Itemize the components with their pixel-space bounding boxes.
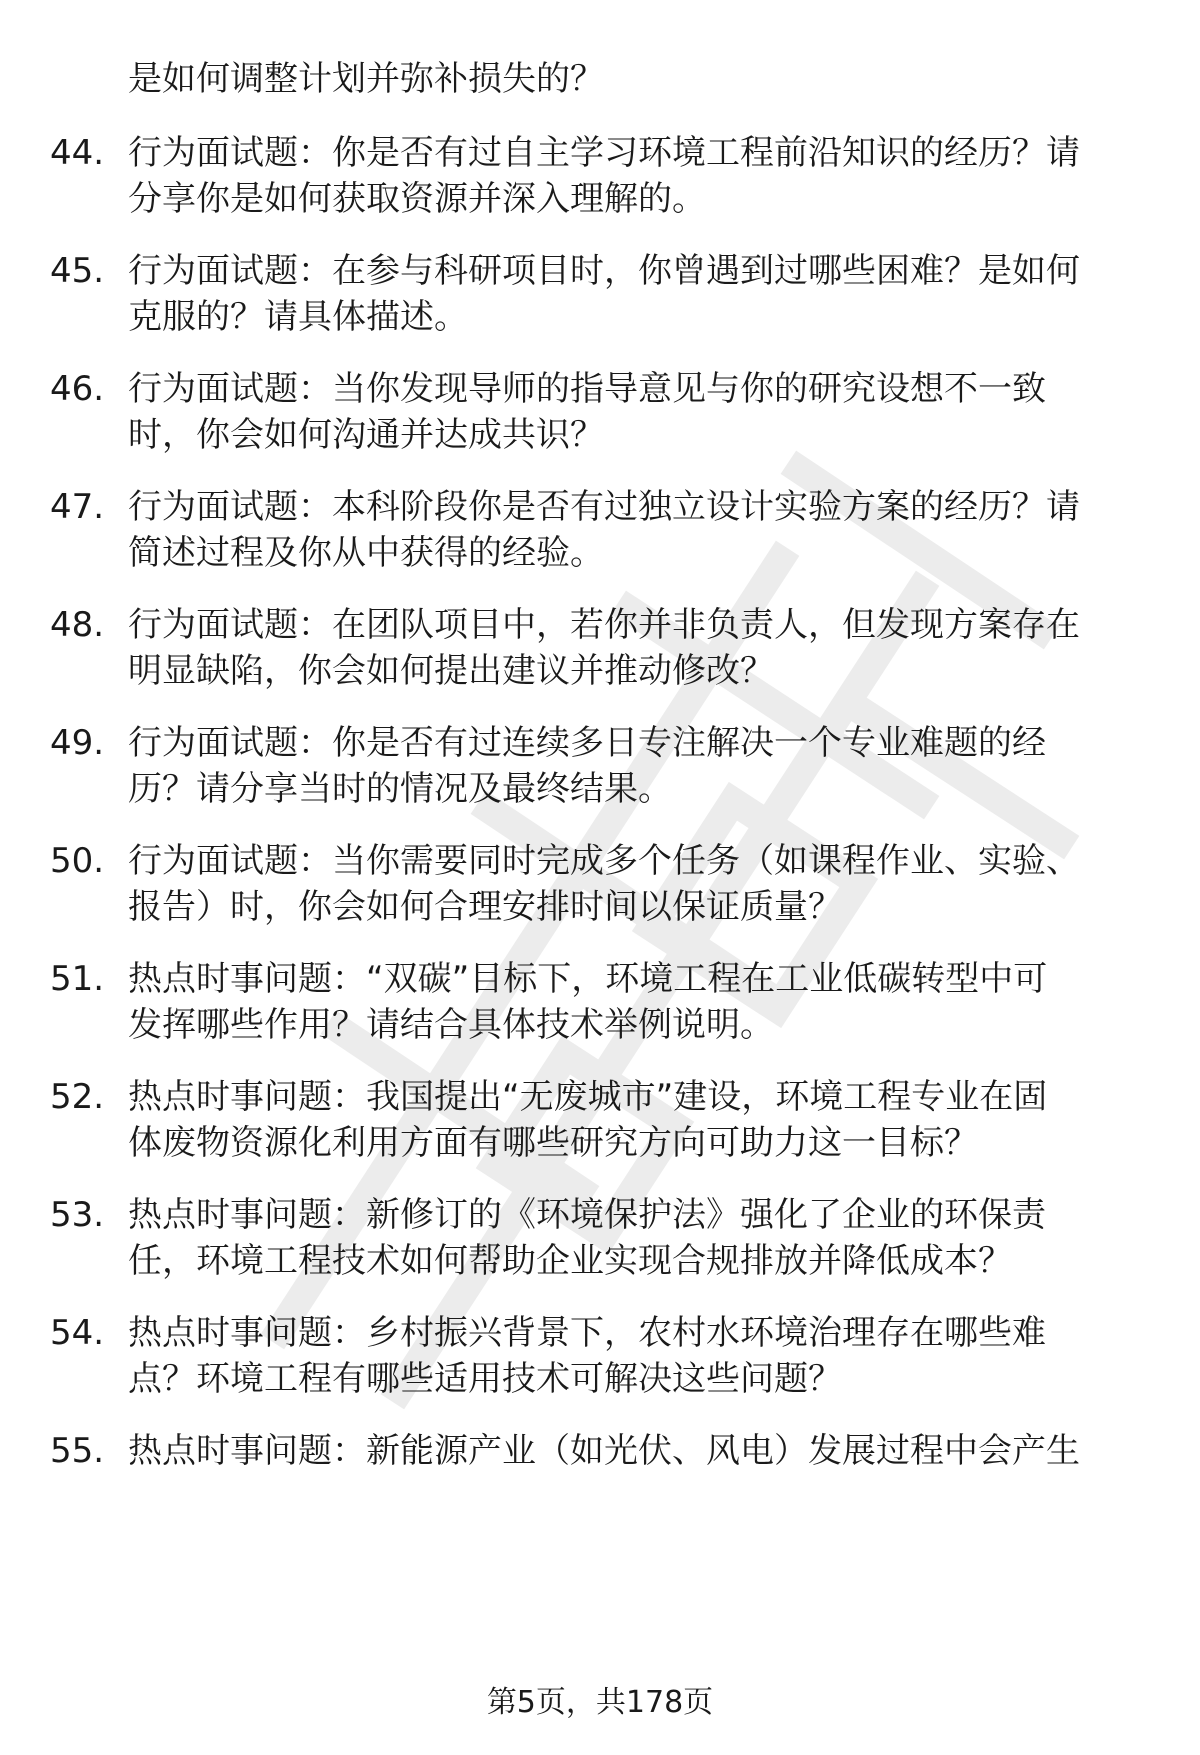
question-number: 47. [50, 487, 105, 527]
question-text-line1: 行为面试题：当你需要同时完成多个任务（如课程作业、实验、 [128, 841, 1080, 881]
continuation-line: 是如何调整计划并弥补损失的？ [128, 59, 604, 99]
question-text-line2: 时，你会如何沟通并达成共识？ [128, 415, 604, 455]
question-text-line1: 行为面试题：在参与科研项目时，你曾遇到过哪些困难？是如何 [128, 251, 1080, 291]
question-text-line2: 简述过程及你从中获得的经验。 [128, 533, 604, 573]
question-number: 50. [50, 841, 105, 881]
question-number: 44. [50, 133, 105, 173]
question-text-line1: 行为面试题：在团队项目中，若你并非负责人，但发现方案存在 [128, 605, 1080, 645]
question-text-line2: 历？请分享当时的情况及最终结果。 [128, 769, 672, 809]
question-text-line1: 热点时事问题：新修订的《环境保护法》强化了企业的环保责 [128, 1195, 1046, 1235]
question-text-line2: 克服的？请具体描述。 [128, 297, 468, 337]
question-text-line1: 热点时事问题：我国提出“无废城市”建设，环境工程专业在固 [128, 1077, 1048, 1117]
question-text-line1: 热点时事问题：乡村振兴背景下，农村水环境治理存在哪些难 [128, 1313, 1046, 1353]
question-text-line2: 报告）时，你会如何合理安排时间以保证质量？ [128, 887, 842, 927]
question-number: 54. [50, 1313, 105, 1353]
question-text-line2: 发挥哪些作用？请结合具体技术举例说明。 [128, 1005, 774, 1045]
question-text-line2: 任，环境工程技术如何帮助企业实现合规排放并降低成本？ [128, 1241, 1012, 1281]
question-number: 52. [50, 1077, 105, 1117]
question-number: 55. [50, 1431, 105, 1471]
question-number: 45. [50, 251, 105, 291]
question-text-line1: 行为面试题：本科阶段你是否有过独立设计实验方案的经历？请 [128, 487, 1080, 527]
question-text-line1: 行为面试题：你是否有过自主学习环境工程前沿知识的经历？请 [128, 133, 1080, 173]
question-text-line2: 点？环境工程有哪些适用技术可解决这些问题？ [128, 1359, 842, 1399]
question-number: 49. [50, 723, 105, 763]
question-text-line1: 行为面试题：当你发现导师的指导意见与你的研究设想不一致 [128, 369, 1046, 409]
question-text-line1: 热点时事问题：新能源产业（如光伏、风电）发展过程中会产生 [128, 1431, 1080, 1471]
question-number: 53. [50, 1195, 105, 1235]
question-text-line2: 明显缺陷，你会如何提出建议并推动修改？ [128, 651, 774, 691]
question-text-line2: 分享你是如何获取资源并深入理解的。 [128, 179, 706, 219]
question-number: 48. [50, 605, 105, 645]
question-text-line1: 行为面试题：你是否有过连续多日专注解决一个专业难题的经 [128, 723, 1046, 763]
question-text-line1: 热点时事问题：“双碳”目标下，环境工程在工业低碳转型中可 [128, 959, 1048, 999]
question-number: 46. [50, 369, 105, 409]
question-number: 51. [50, 959, 105, 999]
page-footer: 第5页，共178页 [486, 1685, 714, 1720]
question-text-line2: 体废物资源化利用方面有哪些研究方向可助力这一目标？ [128, 1123, 978, 1163]
